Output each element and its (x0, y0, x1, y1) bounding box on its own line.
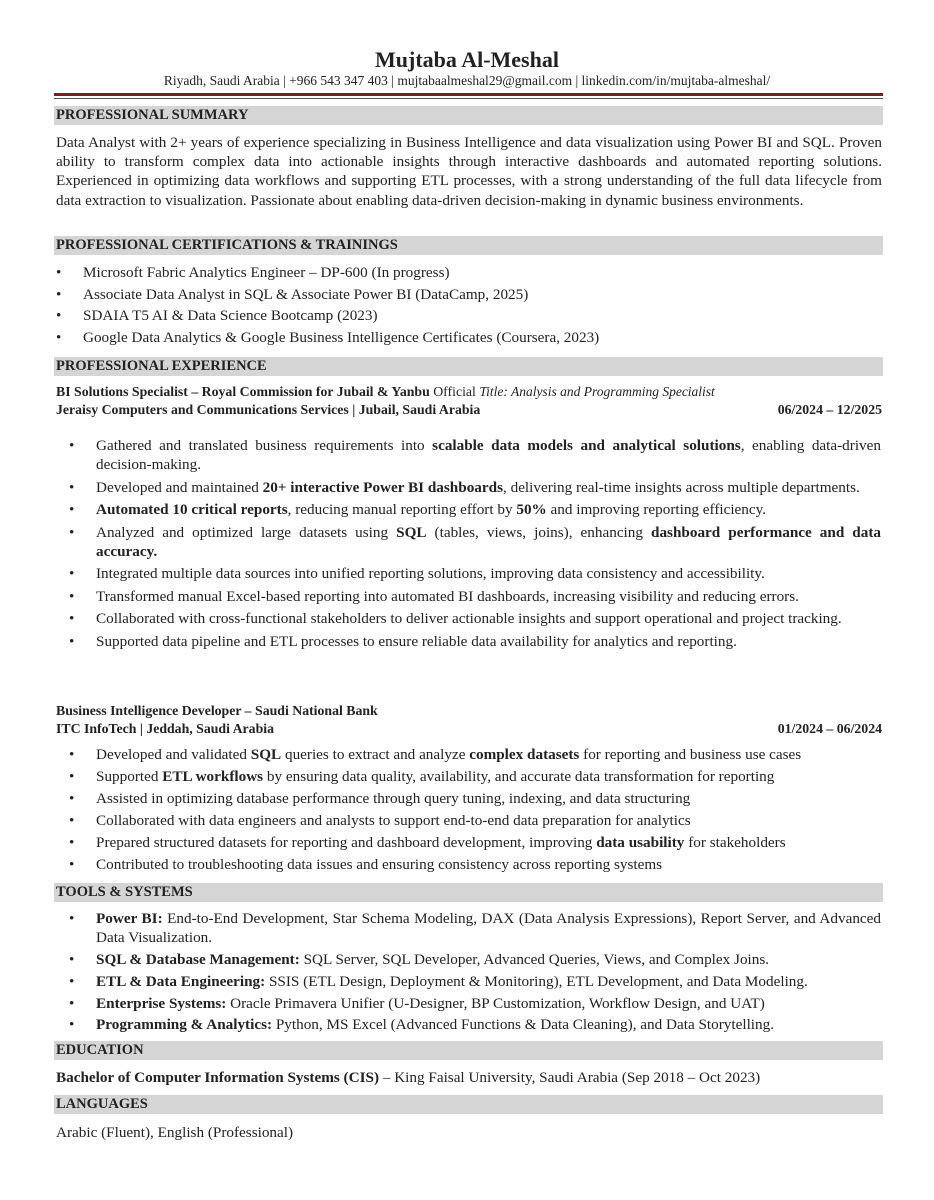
bullet-item: • Transformed manual Excel-based reporting into automated BI dashboards, increasing visibility and reducing errors. (56, 587, 881, 606)
bullet-item: • Developed and validated SQL queries to extract and analyze complex datasets for reporting and business use cases (56, 745, 881, 764)
job2-title: Business Intelligence Developer – Saudi National Bank (56, 703, 378, 718)
job1-official-label: Official (433, 384, 476, 399)
education-line (56, 1068, 882, 1087)
bullet-item: • Supported data pipeline and ETL processes to ensure reliable data availability for analytics and reporting. (56, 632, 881, 651)
job1-title: BI Solutions Specialist – Royal Commission for Jubail & Yanbu (56, 384, 430, 399)
job2-company: ITC InfoTech | Jeddah, Saudi Arabia (56, 721, 274, 736)
section-heading-education: EDUCATION (54, 1041, 883, 1060)
certifications-list (56, 263, 882, 349)
candidate-name: Mujtaba Al-Meshal (375, 47, 559, 72)
list-item: • Google Data Analytics & Google Business Intelligence Certificates (Coursera, 2023) (56, 328, 882, 350)
list-item: • Microsoft Fabric Analytics Engineer – DP-600 (In progress) (56, 263, 882, 285)
job2-dates: 01/2024 – 06/2024 (777, 721, 882, 736)
job1-title-line (56, 383, 882, 401)
bullet-item: • Prepared structured datasets for reporting and dashboard development, improving data usability for stakeholders (56, 833, 881, 852)
job1-official-title: Title: Analysis and Programming Specialist (479, 384, 715, 399)
section-heading-tools: TOOLS & SYSTEMS (54, 883, 883, 902)
list-item: • SDAIA T5 AI & Data Science Bootcamp (2023) (56, 306, 882, 328)
bullet-item: • Collaborated with data engineers and analysts to support end-to-end data preparation for analytics (56, 811, 881, 830)
education-degree: Bachelor of Computer Information Systems (CIS) (56, 1069, 380, 1086)
tool-item: • Enterprise Systems: Oracle Primavera Unifier (U-Designer, BP Customization, Workflow Design, and UAT) (56, 994, 881, 1013)
job1-bullets (56, 436, 881, 654)
list-item: • Associate Data Analyst in SQL & Associate Power BI (DataCamp, 2025) (56, 285, 882, 307)
bullet-item: • Assisted in optimizing database performance through query tuning, indexing, and data structuring (56, 789, 881, 808)
job2-bullets (56, 745, 881, 877)
tool-item: • ETL & Data Engineering: SSIS (ETL Design, Deployment & Monitoring), ETL Development, and Data Modeling. (56, 972, 881, 991)
summary-text: Data Analyst with 2+ years of experience specializing in Business Intelligence and data visualization using Power BI and SQL. Proven ability to transform complex data into actionable insights through interactive dashboards and automated reporting solutions. Experienced in optimizing data workflows and supporting ETL processes, with a strong understanding of the full data lifecycle from data extraction to visualization. Passionate about enabling data-driven decision-making in dynamic business environments. (56, 134, 882, 209)
bullet-item: • Contributed to troubleshooting data issues and ensuring consistency across reporting systems (56, 855, 881, 874)
tool-item: • Power BI: End-to-End Development, Star Schema Modeling, DAX (Data Analysis Expressions), Report Server, and Advanced Data Visualization. (56, 909, 881, 947)
job1-company: Jeraisy Computers and Communications Services | Jubail, Saudi Arabia (56, 402, 481, 417)
bullet-item: • Collaborated with cross-functional stakeholders to deliver actionable insights and support operational and project tracking. (56, 609, 881, 628)
contact-line: Riyadh, Saudi Arabia | +966 543 347 403 | mujtabaalmeshal29@gmail.com | linkedin.com/in/mujtaba-almeshal/ (163, 73, 771, 88)
header-rule-thick (54, 93, 883, 96)
tools-list (56, 909, 881, 1037)
education-detail: – King Faisal University, Saudi Arabia (Sep 2018 – Oct 2023) (379, 1069, 761, 1086)
header-rule-thin (54, 98, 883, 99)
bullet-item: • Supported ETL workflows by ensuring data quality, availability, and accurate data transformation for reporting (56, 767, 881, 786)
section-heading-summary: PROFESSIONAL SUMMARY (54, 106, 883, 125)
bullet-item: • Developed and maintained 20+ interactive Power BI dashboards, delivering real-time insights across multiple departments. (56, 478, 881, 497)
section-heading-languages: LANGUAGES (54, 1095, 883, 1114)
bullet-item: • Automated 10 critical reports, reducing manual reporting effort by 50% and improving reporting efficiency. (56, 500, 881, 519)
job2-title-line (56, 702, 882, 720)
section-heading-experience: PROFESSIONAL EXPERIENCE (54, 357, 883, 376)
tool-item: • Programming & Analytics: Python, MS Excel (Advanced Functions & Data Cleaning), and Data Storytelling. (56, 1015, 881, 1034)
section-heading-certifications: PROFESSIONAL CERTIFICATIONS & TRAININGS (54, 236, 883, 255)
tool-item: • SQL & Database Management: SQL Server, SQL Developer, Advanced Queries, Views, and Complex Joins. (56, 950, 881, 969)
job1-dates: 06/2024 – 12/2025 (777, 402, 882, 417)
bullet-item: • Integrated multiple data sources into unified reporting solutions, improving data consistency and accessibility. (56, 564, 881, 583)
bullet-item: • Analyzed and optimized large datasets using SQL (tables, views, joins), enhancing dashboard performance and data accuracy. (56, 523, 881, 561)
bullet-item: • Gathered and translated business requirements into scalable data models and analytical solutions, enabling data-driven decision-making. (56, 436, 881, 474)
languages-text: Arabic (Fluent), English (Professional) (56, 1124, 294, 1141)
